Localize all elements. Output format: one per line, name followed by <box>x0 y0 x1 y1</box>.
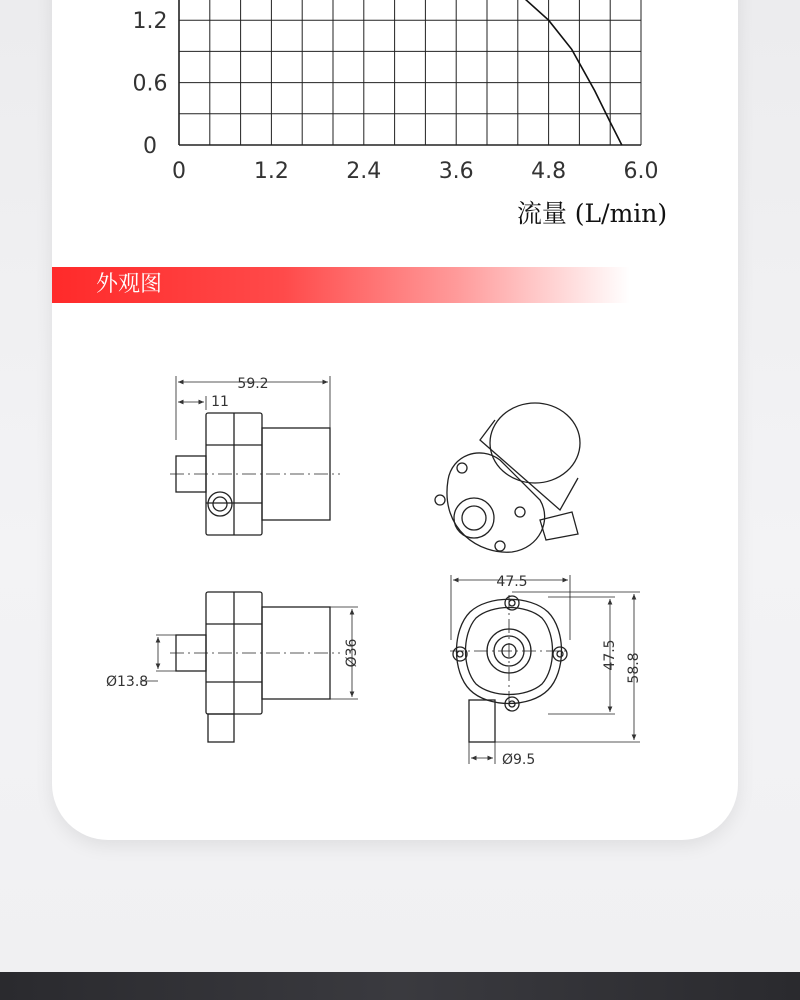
dim-nozzle-diameter: Ø9.5 <box>502 752 536 768</box>
x-tick-label: 3.6 <box>438 159 474 184</box>
dim-body-diameter: Ø36 <box>344 638 360 668</box>
dim-length: 59.2 <box>237 376 269 392</box>
dim-height-inner: 47.5 <box>602 639 618 671</box>
x-axis-label: 流量 (L/min) <box>516 199 668 228</box>
dim-inlet-offset: 11 <box>211 394 229 410</box>
y-tick-label: 1.2 <box>132 9 168 35</box>
dim-outlet-diameter: Ø13.8 <box>106 674 149 690</box>
y-tick-label: 0 <box>143 134 157 159</box>
footer-bar <box>0 972 800 1000</box>
dim-width: 47.5 <box>496 574 528 590</box>
front-view <box>140 592 358 742</box>
x-tick-label: 6.0 <box>623 159 659 184</box>
x-tick-label: 1.2 <box>253 159 289 184</box>
iso-view <box>435 403 580 552</box>
y-tick-label: 0.6 <box>132 71 168 97</box>
side-view <box>170 376 340 535</box>
x-tick-label: 0 <box>172 159 186 184</box>
x-tick-label: 2.4 <box>346 159 382 184</box>
dim-height-total: 58.8 <box>626 652 642 684</box>
section-title: 外观图 <box>96 272 163 297</box>
x-tick-label: 4.8 <box>531 159 567 184</box>
